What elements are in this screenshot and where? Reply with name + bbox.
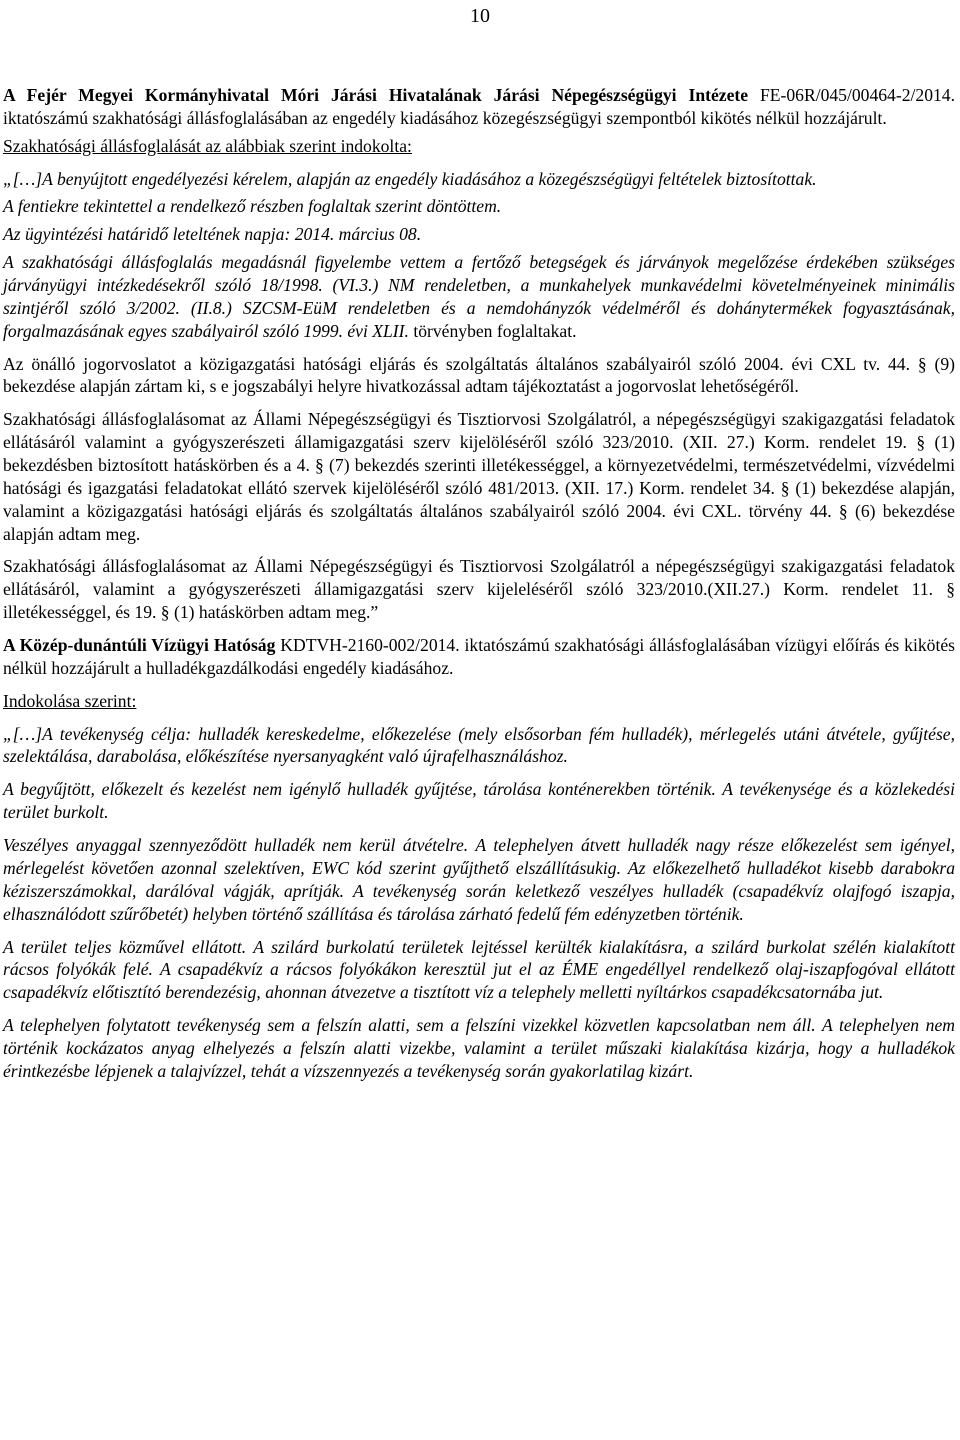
paragraph-hazardous-waste: Veszélyes anyaggal szennyeződött hulladék nem kerül átvételre. A telephelyen átvett hulladék nagy része előkezelést sem igényel, mérlegelést követően azonnal szelektíven, EWC kód szerint gyűjthető elszállításukig. Az előkezelhető hulladékot kisebb darabokra kéziszerszámokkal, darálóval vágják, aprítják. A tevékenység során keletkező veszélyes hulladék (csapadékvíz olajfogó iszapja, elhasználódott szűrőbetét) helyben történő szállítása és tárolása zárható fedelű fém edényzetben történik. <box>3 835 955 924</box>
paragraph-legal-basis <box>3 251 955 342</box>
paragraph-activity-purpose: „[…]A tevékenység célja: hulladék kereskedelme, előkezelése (mely elsősorban fém hulladék), mérlegelés utáni átvétele, gyűjtése, szelektálása, darabolása, előkészítése nyersanyagként való újrafelhasználáshoz. <box>3 723 955 767</box>
heading-reasoning: Indokolása szerint: <box>3 690 137 711</box>
paragraph-health-authority-consent <box>3 84 955 130</box>
paragraph-competence-2: Szakhatósági állásfoglalásomat az Állami Népegészségügyi és Tisztiorvosi Szolgálatról a népegészségügyi szakigazgatási feladatok ellátásáról, valamint a gyógyszerészeti államigazgatási szerv kijeleléséről szóló 323/2010.(XII.27.) Korm. rendelet 11. § illetékességgel, és 19. § (1) hatáskörben adtam meg.” <box>3 556 955 623</box>
water-authority-name-bold: A Közép-dunántúli Vízügyi Hatóság <box>3 635 276 656</box>
heading-justification: Szakhatósági állásfoglalását az alábbiak szerint indokolta: <box>3 135 412 156</box>
paragraph-groundwater: A telephelyen folytatott tevékenység sem a felszín alatti, sem a felszíni vizekkel közvetlen kapcsolatban nem áll. A telephelyen nem történik kockázatos anyag elhelyezés a felszín alatti vizekbe, valamint a terület műszaki kialakítása kizárja, hogy a hulladékok érintkezésbe lépjenek a talajvízzel, tehát a vízszennyezés a tevékenység során gyakorlatilag kizárt. <box>3 1015 955 1081</box>
legal-basis-rest: törvényben foglaltakat. <box>408 320 577 341</box>
paragraph-quote-permit-request: „[…]A benyújtott engedélyezési kérelem, alapján az engedély kiadásához a közegészségügyi feltételek biztosítottak. <box>3 168 817 189</box>
paragraph-utilities: A terület teljes közművel ellátott. A szilárd burkolatú területek lejtéssel kerülték kialakításra, a szilárd burkolat szélén kialakított rácsos folyókák felé. A csapadékvíz a rácsos folyókákon keresztül jut el az ÉME engedéllyel rendelkező olaj-iszapfogóval ellátott csapadékvíz előtisztító berendezésig, ahonnan átvezetve a tisztított víz a telephely melletti nyíltárkos csapadékcsatornába jut. <box>3 936 955 1003</box>
authority-name-bold: A Fejér Megyei Kormányhivatal Móri Járási Hivatalának Járási Népegészségügyi Intézete <box>3 85 749 105</box>
paragraph-text: FE-06R/045/00464-2/2014. iktatószámú szakhatósági állásfoglalásában az engedély kiadásához közegészségügyi szempontból kikötés nélkül hozzájárult. <box>3 85 955 128</box>
paragraph-water-authority-consent <box>3 634 955 680</box>
page-number: 10 <box>470 5 490 27</box>
paragraph-deadline: Az ügyintézési határidő leteltének napja: 2014. március 08. <box>3 224 422 245</box>
paragraph-competence-1: Szakhatósági állásfoglalásomat az Állami Népegészségügyi és Tisztiorvosi Szolgálatról, a népegészségügyi szakigazgatási feladatok ellátásáról valamint a gyógyszerészeti államigazgatási szerv kijelöléséről szóló 323/2010. (XII. 27.) Korm. rendelet 19. § (1) bekezdésben biztosított hatáskörben és a 4. § (7) bekezdés szerinti illetékességgel, a környezetvédelmi, természetvédelmi, vízvédelmi hatósági és igazgatási feladatokat ellátó szervek kijelöléséről szóló 481/2013. (XII. 17.) Korm. rendelet 34. § (1) bekezdése alapján, valamint a közigazgatási hatósági eljárás és szolgáltatás általános szabályairól szóló 2004. évi CXL. törvény 44. § (6) bekezdése alapján adtam meg. <box>3 409 955 544</box>
document-body <box>3 84 955 1093</box>
paragraph-decision: A fentiekre tekintettel a rendelkező részben foglaltak szerint döntöttem. <box>3 196 502 217</box>
legal-basis-italic: A szakhatósági állásfoglalás megadásnál figyelembe vettem a fertőző betegségek és járványok megelőzése érdekében szükséges járványügyi intézkedésekről szóló 18/1998. (VI.3.) NM rendeletben, a munkahelyek munkavédelmi követelményeinek minimális szintjéről szóló 3/2002. (II.8.) SZCSM-EüM rendeletben és a nemdohányzók védelméről és dohánytermékek fogyasztásának, forgalmazásának egyes szabályairól szóló 1999. évi XLII. <box>3 252 955 341</box>
paragraph-storage: A begyűjtött, előkezelt és kezelést nem igénylő hulladék gyűjtése, tárolása konténerekben történik. A tevékenysége és a közlekedési terület burkolt. <box>3 779 955 823</box>
paragraph-legal-remedy: Az önálló jogorvoslatot a közigazgatási hatósági eljárás és szolgáltatás általános szabályairól szóló 2004. évi CXL tv. 44. § (9) bekezdése alapján zártam ki, s e jogszabályi helyre hivatkozással adtam tájékoztatást a jogorvoslat lehetőségéről. <box>3 353 955 397</box>
paragraph-text: KDTVH-2160-002/2014. iktatószámú szakhatósági állásfoglalásában vízügyi előírás és kikötés nélkül hozzájárult a hulladékgazdálkodási engedély kiadásához. <box>3 635 955 678</box>
